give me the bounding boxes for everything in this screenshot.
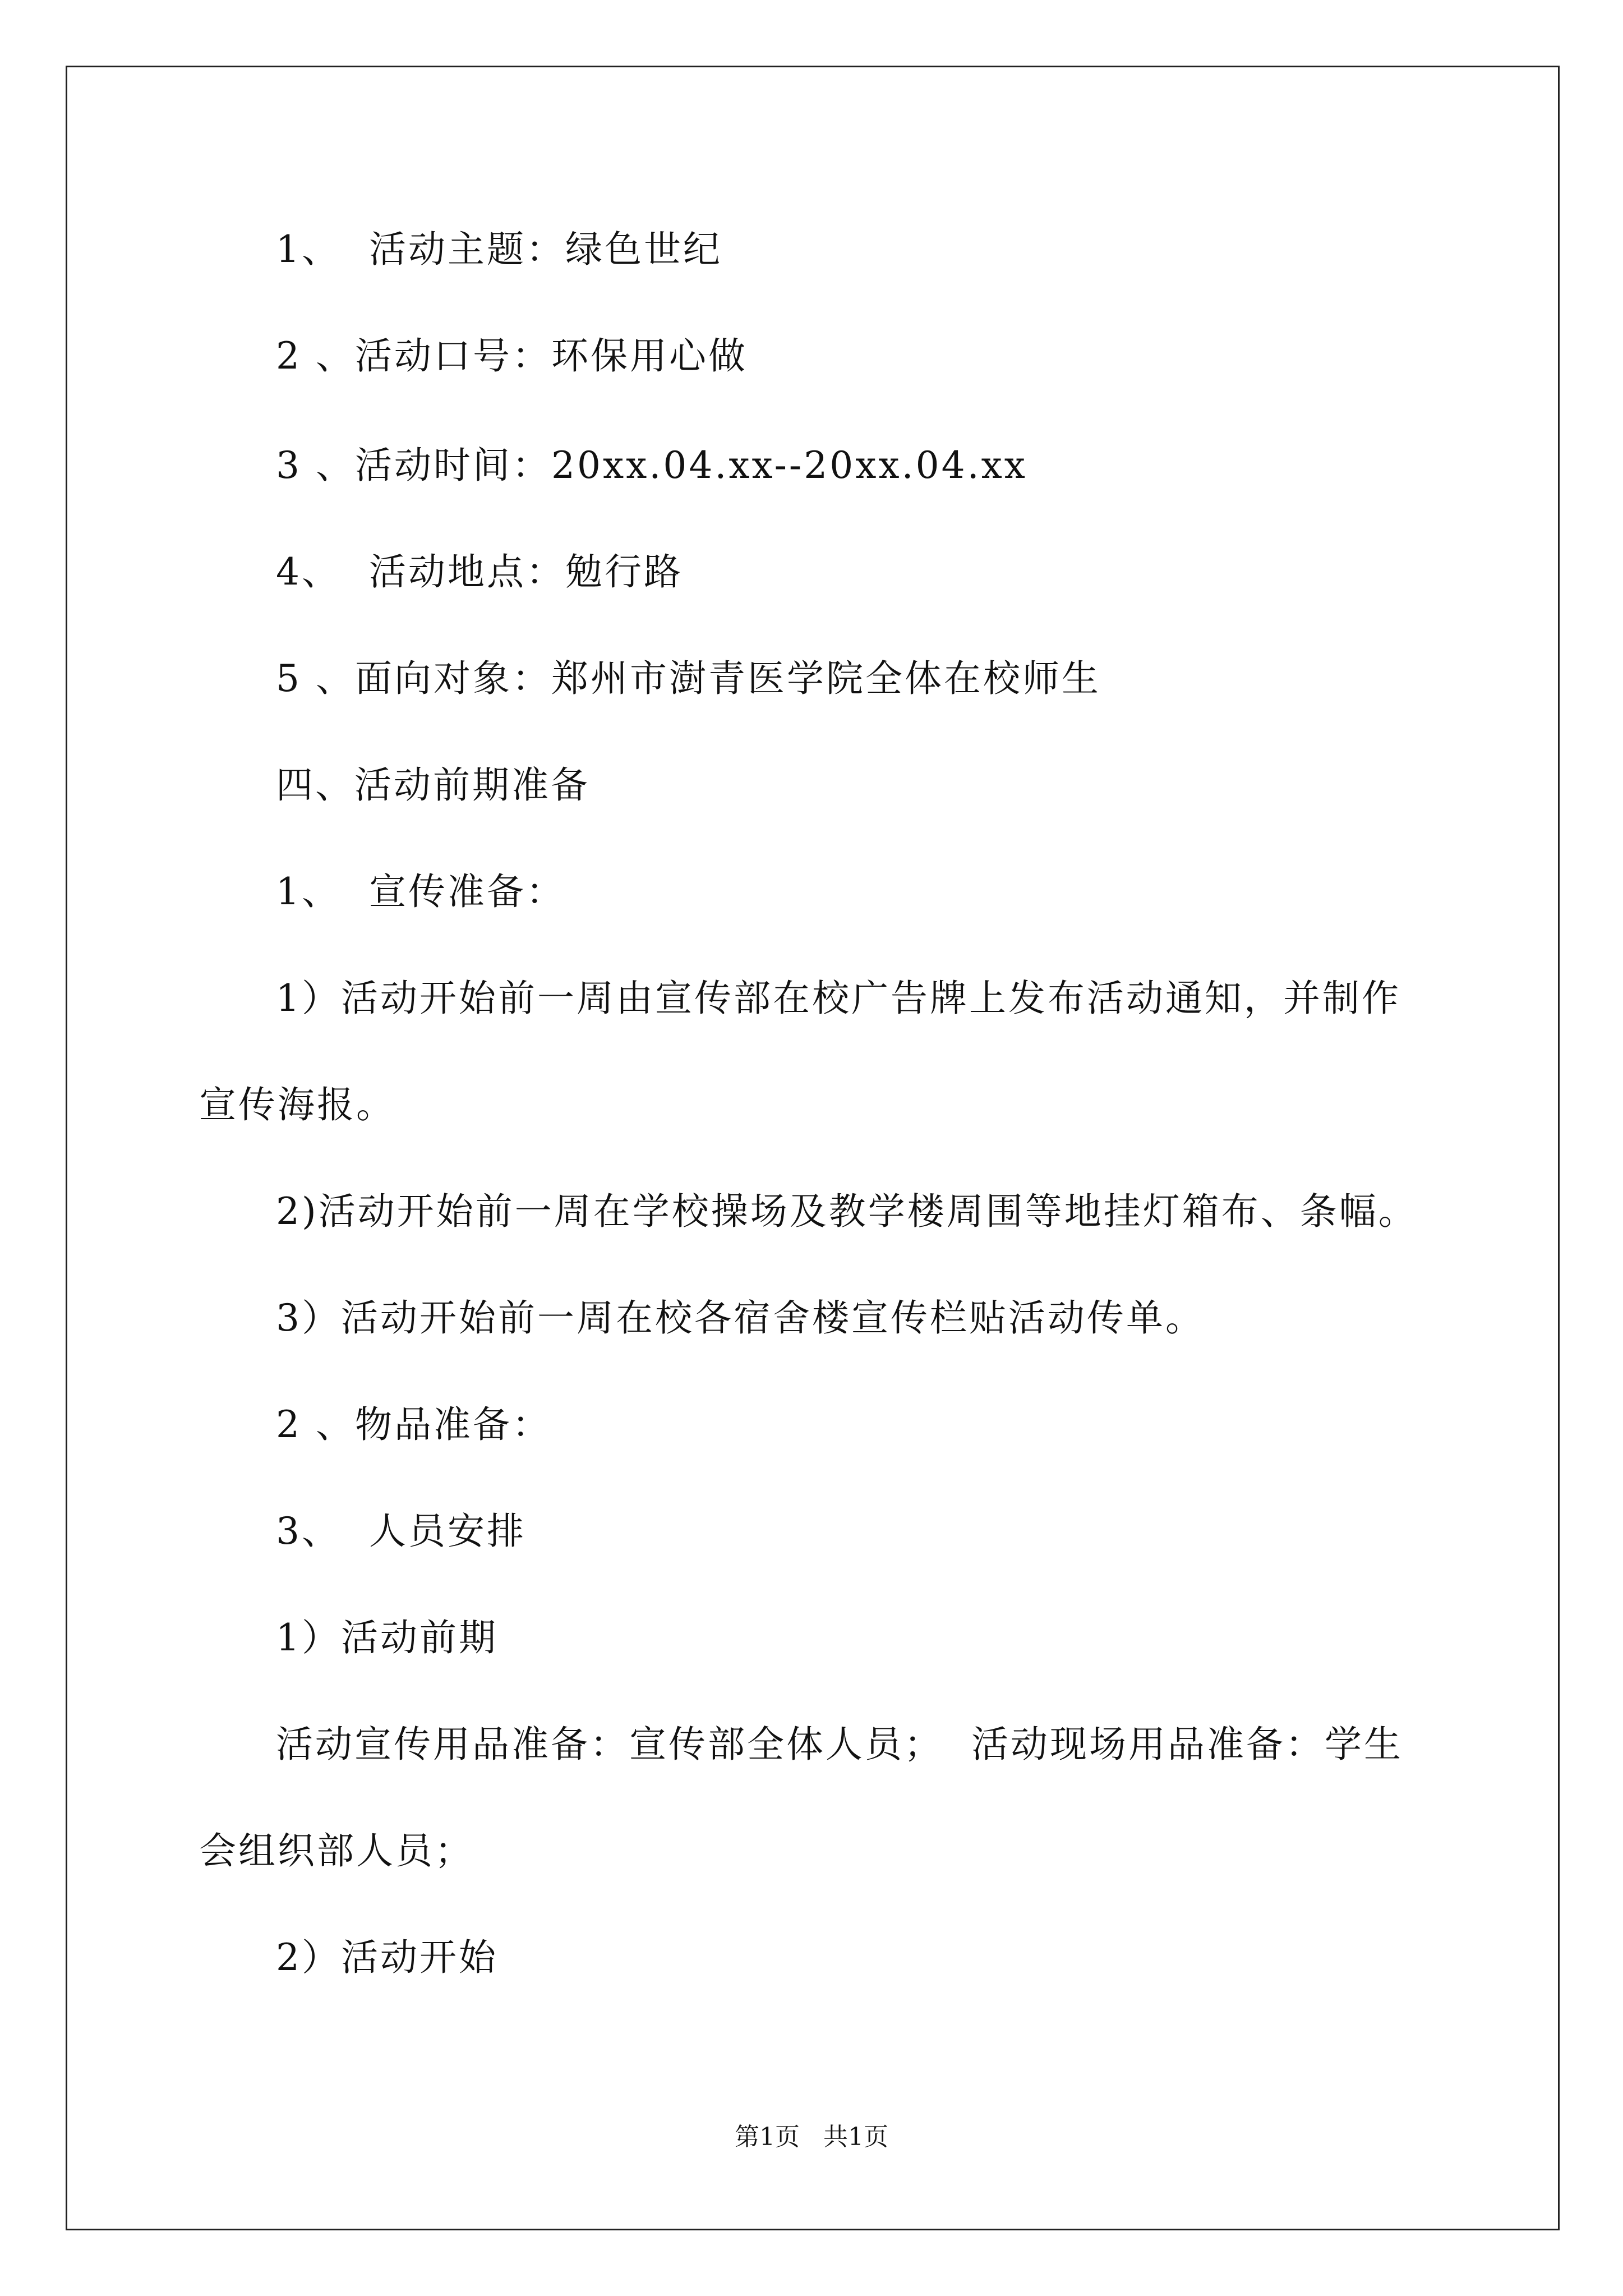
item-slogan: 2 、活动口号：环保用心做 bbox=[276, 334, 748, 378]
item-time: 3 、活动时间：20xx.04.xx--20xx.04.xx bbox=[276, 444, 1028, 487]
paragraph-line: 1）活动开始前一周由宣传部在校广告牌上发布活动通知，并制作 bbox=[276, 977, 1401, 1020]
list-item: 1）活动前期 bbox=[276, 1616, 498, 1659]
paragraph-line: 3）活动开始前一周在校各宿舍楼宣传栏贴活动传单。 bbox=[276, 1296, 1205, 1340]
paragraph-line: 活动宣传用品准备：宣传部全体人员； 活动现场用品准备：学生 bbox=[276, 1723, 1403, 1766]
page-border bbox=[66, 66, 1560, 2230]
item-theme: 1、 活动主题：绿色世纪 bbox=[276, 228, 722, 271]
item-location: 4、 活动地点：勉行路 bbox=[276, 550, 683, 593]
subheading-materials: 2 、物品准备： bbox=[276, 1403, 551, 1446]
paragraph-line: 2)活动开始前一周在学校操场及教学楼周围等地挂灯箱布、条幅。 bbox=[276, 1190, 1418, 1233]
item-audience: 5 、面向对象：郑州市澍青医学院全体在校师生 bbox=[276, 657, 1101, 700]
page-footer: 第1页 共1页 bbox=[735, 2123, 888, 2151]
section-heading: 四、活动前期准备 bbox=[276, 763, 590, 807]
paragraph-line: 宣传海报。 bbox=[199, 1083, 395, 1126]
subheading-promotion: 1、 宣传准备： bbox=[276, 870, 565, 913]
subheading-staffing: 3、 人员安排 bbox=[276, 1510, 526, 1553]
paragraph-line: 会组织部人员； bbox=[199, 1829, 474, 1872]
list-item: 2）活动开始 bbox=[276, 1936, 498, 1979]
